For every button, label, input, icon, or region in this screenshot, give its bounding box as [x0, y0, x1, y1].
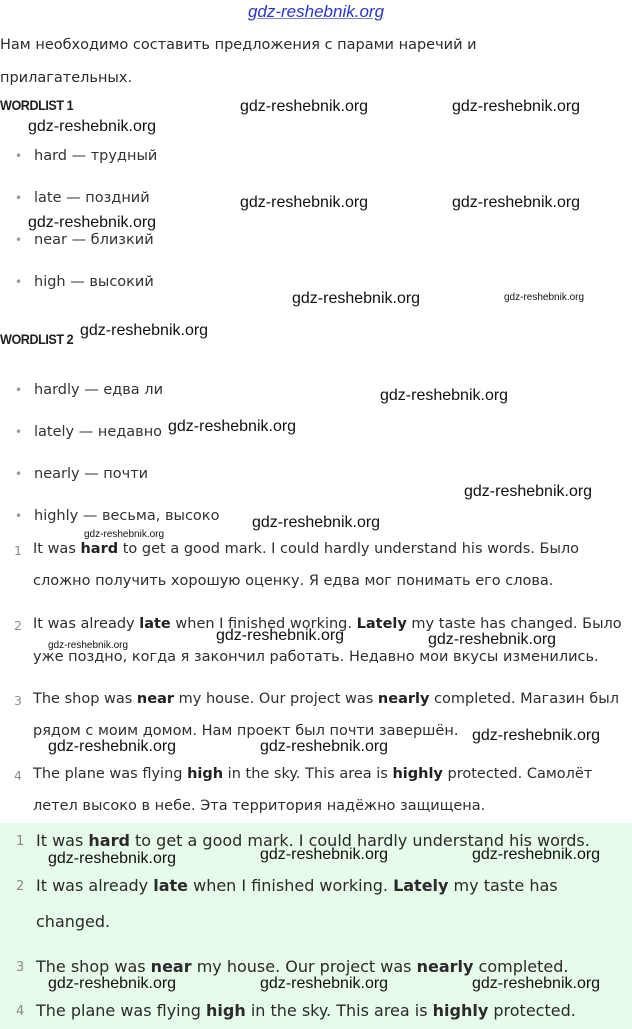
- example-number: 3: [14, 693, 22, 708]
- text-run: my house. Our project was: [174, 691, 378, 707]
- text-run: in the sky. This area is: [245, 1001, 433, 1020]
- bold-word: Lately: [393, 876, 449, 895]
- bold-word: highly: [392, 766, 443, 782]
- watermark-text: gdz-reshebnik.org: [260, 738, 389, 755]
- text-run: changed.: [36, 912, 111, 931]
- bold-word: nearly: [416, 957, 474, 976]
- text-run: It was already: [36, 876, 154, 895]
- answer-number: 1: [16, 834, 25, 849]
- text-run: completed. Магазин был: [429, 691, 619, 707]
- text-run: protected. Самолёт: [442, 766, 593, 782]
- example-sentence: [33, 691, 619, 707]
- bullet-icon: •: [15, 425, 23, 439]
- watermark-text: gdz-reshebnik.org: [452, 98, 581, 115]
- text-run: It was already: [33, 616, 140, 632]
- watermark-text: gdz-reshebnik.org: [168, 418, 297, 435]
- watermark-text: gdz-reshebnik.org: [28, 118, 157, 135]
- text-run: to get a good mark. I could hardly understand his words. Было: [118, 541, 580, 557]
- example-number: 1: [14, 543, 22, 558]
- bullet-icon: •: [15, 383, 23, 397]
- bullet-icon: •: [15, 275, 23, 289]
- example-sentence: [33, 766, 592, 782]
- bullet-icon: •: [15, 233, 23, 247]
- watermark-text: gdz-reshebnik.org: [80, 322, 209, 339]
- bullet-icon: •: [15, 149, 23, 163]
- text-run: my taste has: [448, 876, 558, 895]
- watermark-text: gdz-reshebnik.org: [216, 627, 345, 644]
- list-item: • hard — трудный: [15, 148, 158, 164]
- watermark-text: gdz-reshebnik.org: [84, 529, 165, 540]
- watermark-text: gdz-reshebnik.org: [472, 846, 601, 863]
- watermark-text: gdz-reshebnik.org: [28, 214, 157, 231]
- text-run: protected.: [488, 1001, 576, 1020]
- bold-word: near: [136, 691, 175, 707]
- watermark-text: gdz-reshebnik.org: [240, 98, 369, 115]
- watermark-text: gdz-reshebnik.org: [428, 631, 557, 648]
- answer-sentence: [36, 912, 110, 931]
- watermark-text: gdz-reshebnik.org: [48, 975, 177, 992]
- watermark-text: gdz-reshebnik.org: [464, 483, 593, 500]
- text-run: The shop was: [36, 957, 151, 976]
- wordlist-2-heading: WORDLIST 2: [0, 331, 74, 347]
- example-translation: сложно получить хорошую оценку. Я едва мог понимать его слова.: [33, 573, 554, 589]
- text-run: when I finished working.: [170, 616, 357, 632]
- answer-sentence: [36, 1001, 576, 1020]
- text-run: to get a good mark. I could hardly understand his words.: [129, 831, 590, 850]
- watermark-text: gdz-reshebnik.org: [48, 640, 129, 651]
- list-item: • near — близкий: [15, 232, 154, 248]
- text-run: in the sky. This area is: [223, 766, 393, 782]
- text-run: when I finished working.: [188, 876, 394, 895]
- example-translation: летел высоко в небе. Эта территория надёжно защищена.: [33, 798, 486, 814]
- answer-sentence: [36, 876, 558, 895]
- site-logo[interactable]: gdz-reshebnik.org: [247, 2, 385, 21]
- bold-word: hard: [88, 831, 130, 850]
- watermark-text: gdz-reshebnik.org: [260, 846, 389, 863]
- example-translation: уже поздно, когда я закончил работать. Недавно мои вкусы изменились.: [33, 649, 599, 665]
- intro-text: Нам необходимо составить предложения с парами наречий и прилагательных.: [0, 37, 477, 86]
- answer-number: 2: [16, 879, 25, 894]
- watermark-text: gdz-reshebnik.org: [252, 514, 381, 531]
- bold-word: late: [139, 616, 171, 632]
- text-run: The shop was: [33, 691, 137, 707]
- answer-number: 4: [16, 1004, 25, 1019]
- bold-word: high: [187, 766, 224, 782]
- example-sentence: [33, 541, 579, 557]
- text-run: my house. Our project was: [191, 957, 417, 976]
- list-item: • nearly — почти: [15, 466, 149, 482]
- watermark-text: gdz-reshebnik.org: [292, 290, 421, 307]
- bullet-icon: •: [15, 467, 23, 481]
- watermark-text: gdz-reshebnik.org: [240, 194, 369, 211]
- text-run: The plane was flying: [36, 1001, 207, 1020]
- text-run: The plane was flying: [33, 766, 188, 782]
- bold-word: high: [206, 1001, 246, 1020]
- bullet-icon: •: [15, 509, 23, 523]
- watermark-text: gdz-reshebnik.org: [452, 194, 581, 211]
- example-number: 2: [14, 618, 22, 633]
- answer-number: 3: [16, 960, 25, 975]
- watermark-text: gdz-reshebnik.org: [48, 850, 177, 867]
- bold-word: Lately: [356, 616, 407, 632]
- answer-sentence: [36, 957, 569, 976]
- list-item: • highly — весьма, высоко: [15, 508, 220, 524]
- list-item: • late — поздний: [15, 190, 150, 206]
- list-item: • lately — недавно: [15, 424, 163, 440]
- bold-word: late: [153, 876, 189, 895]
- watermark-text: gdz-reshebnik.org: [504, 292, 585, 303]
- bold-word: highly: [432, 1001, 489, 1020]
- watermark-text: gdz-reshebnik.org: [380, 387, 509, 404]
- example-translation: рядом с моим домом. Нам проект был почти завершён.: [33, 723, 459, 739]
- bold-word: near: [150, 957, 192, 976]
- bold-word: hard: [80, 541, 119, 557]
- text-run: completed.: [473, 957, 569, 976]
- watermark-text: gdz-reshebnik.org: [472, 727, 601, 744]
- text-run: my taste has changed. Было: [406, 616, 622, 632]
- bullet-icon: •: [15, 191, 23, 205]
- list-item: • high — высокий: [15, 274, 154, 290]
- text-run: It was: [36, 831, 89, 850]
- list-item: • hardly — едва ли: [15, 382, 163, 398]
- bold-word: nearly: [377, 691, 430, 707]
- watermark-text: gdz-reshebnik.org: [472, 975, 601, 992]
- watermark-text: gdz-reshebnik.org: [48, 738, 177, 755]
- watermark-text: gdz-reshebnik.org: [260, 975, 389, 992]
- text-run: It was: [33, 541, 81, 557]
- wordlist-1-heading: WORDLIST 1: [0, 97, 74, 113]
- example-number: 4: [14, 768, 22, 783]
